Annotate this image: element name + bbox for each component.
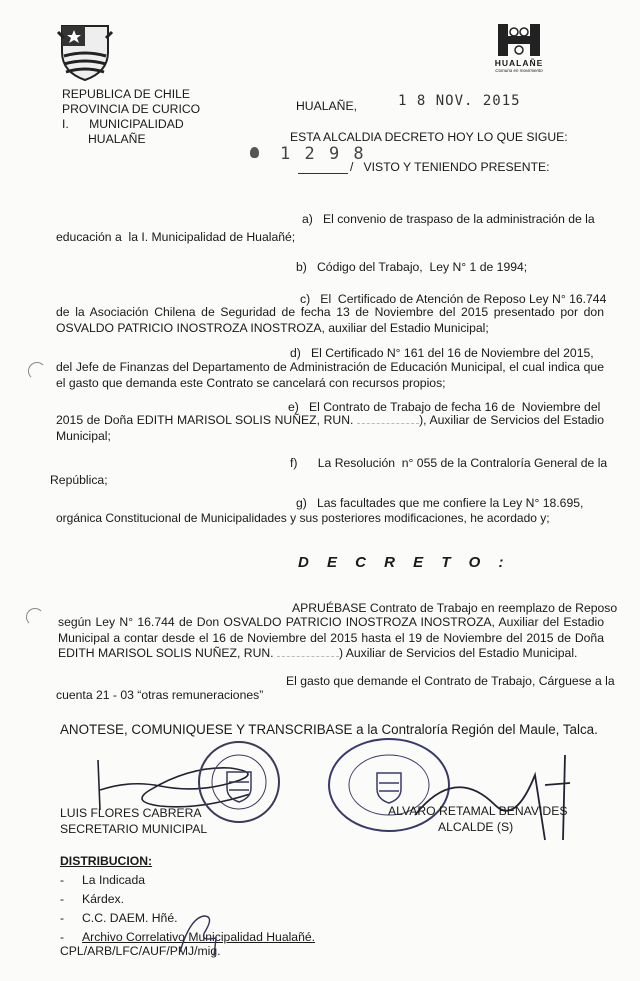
punch-hole-icon (26, 608, 44, 626)
list-item-label: C.C. DAEM. Hñé. (82, 911, 178, 925)
distribucion-heading: DISTRIBUCION: (60, 854, 153, 868)
visto-g-cont: orgánica Constitucional de Municipalidades y sus posteriores modificaciones, he acordado y; (56, 511, 550, 525)
list-item (60, 890, 315, 909)
visto-a: a) El convenio de traspaso de la administración de la (302, 212, 595, 226)
redacted-run (357, 413, 419, 424)
secretario-title: SECRETARIO MUNICIPAL (60, 822, 208, 836)
logo-wordmark: HUALAÑE (494, 58, 544, 68)
visto-d: d) El Certificado N° 161 del 16 de Noviembre del 2015, (290, 346, 594, 360)
visto-e-text: 2015 de Doña EDITH MARISOL SOLIS NUÑEZ, RUN. (56, 413, 354, 427)
alcaldia-line: ESTA ALCALDIA DECRETO HOY LO QUE SIGUE: (290, 130, 568, 144)
org-line: PROVINCIA DE CURICO (62, 102, 201, 116)
alcalde-name: ALVARO RETAMAL BENAVIDES (388, 804, 568, 818)
decree-number: 1 2 9 8 (280, 144, 366, 164)
decreto-title: D E C R E T O : (298, 554, 511, 571)
visto-d-cont: del Jefe de Finanzas del Departamento de Administración de Educación Municipal, el cual indica que el gasto que demanda este Contrato se cancelará con recursos propios; (56, 360, 604, 390)
org-line: REPUBLICA DE CHILE (62, 87, 191, 101)
decreto-p2-cont: cuenta 21 - 03 “otras remuneraciones” (56, 688, 264, 702)
visto-e-text-2: ), Auxiliar de Servicios del Estadio Municipal; (56, 413, 604, 443)
visto-line: / VISTO Y TENIENDO PRESENTE: (350, 160, 550, 174)
visto-e: e) El Contrato de Trabajo de fecha 16 de Noviembre del (288, 400, 601, 414)
visto-b: b) Código del Trabajo, Ley N° 1 de 1994; (296, 260, 528, 274)
redacted-run (277, 646, 339, 657)
org-line: HUALAÑE (88, 132, 146, 146)
visto-f: f) La Resolución n° 055 de la Contraloría General de la (290, 456, 608, 470)
alcalde-title: ALCALDE (S) (438, 820, 514, 834)
decreto-p1-text: según Ley N° 16.744 de Don OSVALDO PATRICIO INOSTROZA INOSTROZA, Auxiliar del Estadio Municipal a contar desde el 16 de Noviembre del 2015 hasta el 19 de Noviembre del 2015 de Doña EDITH MARISOL SOLIS NUÑEZ, RUN. (58, 615, 604, 660)
punch-hole-icon (28, 362, 46, 380)
list-item-label: Kárdex. (82, 892, 125, 906)
list-item-label: Archivo Correlativo Municipalidad Hualañé. (82, 930, 316, 944)
logo-tagline: Comuna en movimiento (495, 68, 543, 73)
city-label: HUALAÑE, (296, 99, 357, 113)
visto-f-cont: República; (50, 473, 108, 487)
decree-number-underline (298, 173, 348, 174)
chile-coat-of-arms-icon (56, 22, 114, 82)
decreto-p1: APRUÉBASE Contrato de Trabajo en reemplazo de Reposo (292, 601, 618, 615)
seal-secretario-icon (195, 738, 283, 826)
visto-c-cont: de la Asociación Chilena de Seguridad de fecha 13 de Noviembre del 2015 presentado por don OSVALDO PATRICIO INOSTROZA INOSTROZA, auxiliar del Estadio Municipal; (56, 305, 604, 335)
stamp-dot-icon (250, 147, 259, 158)
initial-scribble-icon (170, 908, 240, 958)
initials-line: CPL/ARB/LFC/AUF/PMJ/mig. (60, 944, 221, 958)
list-item (60, 871, 315, 890)
decreto-p1-text-2: ) Auxiliar de Servicios del Estadio Municipal. (338, 646, 578, 660)
org-line: I. MUNICIPALIDAD (62, 117, 184, 131)
visto-g: g) Las facultades que me confiere la Ley N° 18.695, (296, 496, 584, 510)
date-stamp: 1 8 NOV. 2015 (398, 93, 521, 109)
list-item-label: La Indicada (82, 873, 146, 887)
visto-e-cont (56, 413, 604, 444)
visto-a-cont: educación a la I. Municipalidad de Hualañé; (56, 230, 296, 244)
visto-c: c) El Certificado de Atención de Reposo Ley N° 16.744 (300, 292, 607, 306)
decreto-p2: El gasto que demande el Contrato de Trabajo, Cárguese a la (286, 674, 615, 688)
anotese-line: ANOTESE, COMUNIQUESE Y TRANSCRIBASE a la Contraloría Región del Maule, Talca. (60, 722, 598, 737)
secretario-name: LUIS FLORES CABRERA (60, 806, 202, 820)
decreto-p1-cont (58, 615, 604, 662)
